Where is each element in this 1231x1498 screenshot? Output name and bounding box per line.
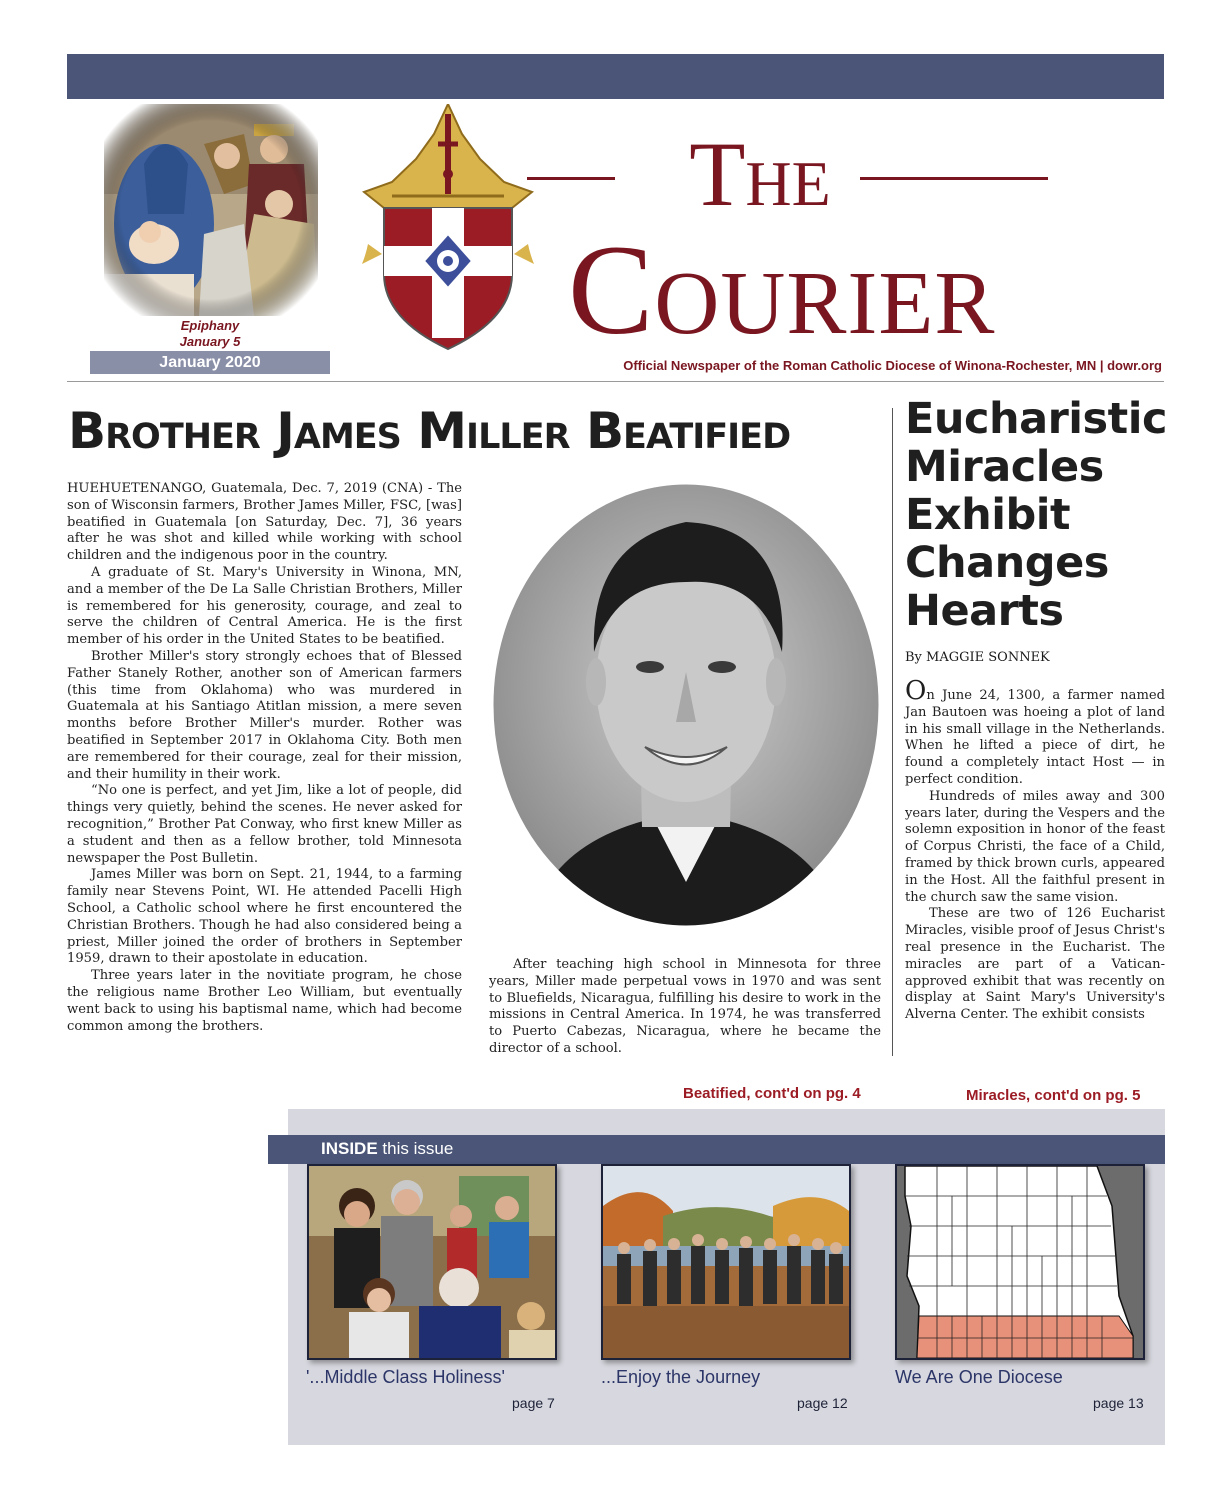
inside-caption[interactable]: We Are One Diocese: [895, 1367, 1063, 1387]
main-article-column-1: [67, 481, 462, 1035]
masthead-rule-left: [527, 177, 615, 180]
inside-label-rest: this issue: [377, 1139, 454, 1158]
masthead-rule-right: [860, 177, 1048, 180]
inside-page-number: page 7: [512, 1395, 555, 1411]
epiphany-caption: [140, 318, 280, 350]
drop-cap: O: [905, 676, 927, 706]
beatified-continued-link[interactable]: Beatified, cont'd on pg. 4: [683, 1085, 861, 1102]
main-headline: Brother James Miller Beatified: [68, 402, 791, 460]
article-paragraph: HUEHUETENANGO, Guatemala, Dec. 7, 2019 (CNA) - The son of Wisconsin farmers, Brother James Miller, FSC, [was] beatified in Guatemala [on Saturday, Dec. 7], 36 years after he was shot and killed while working with school children and the indigenous poor in the country.: [67, 481, 462, 564]
article-paragraph: A graduate of St. Mary's University in Winona, MN, and a member of the De La Salle Christian Brothers, Miller is remembered for his generosity, courage, and zeal to serve the children of Central America. He is the first member of his order in the United States to be beatified.: [67, 564, 462, 648]
masthead-title-courier: Courier: [568, 219, 996, 361]
diocese-crest-icon: [362, 104, 534, 352]
article-paragraph: James Miller was born on Sept. 21, 1944, to a farming family near Stevens Point, WI. He attended Pacelli High School, a Catholic school where he first encountered the Christian Brothers. Though he had also considered being a priest, Miller joined the order of brothers in September 1959, drawn to their apostolate in education.: [67, 867, 462, 967]
inside-page-number: page 13: [1093, 1395, 1144, 1411]
inside-label-bold: INSIDE: [321, 1139, 378, 1158]
caption-line-1: Epiphany: [180, 318, 240, 333]
issue-date: January 2020: [90, 351, 330, 374]
masthead-tagline: Official Newspaper of the Roman Catholic Diocese of Winona-Rochester, MN | dowr.org: [623, 358, 1162, 373]
article-paragraph: Three years later in the novitiate program, he chose the religious name Brother Leo William, but eventually went back to using his baptismal name, which had become common among the brothers.: [67, 968, 462, 1034]
family-photo-thumbnail[interactable]: [307, 1164, 557, 1360]
article-paragraph: “No one is perfect, and yet Jim, like a lot of people, did things very quietly, behind the scenes. He never asked for recognition,” Brother Pat Conway, who first knew Miller as a student and then as a fellow brother, told Minnesota newspaper the Post Bulletin.: [67, 783, 462, 866]
article-paragraph: These are two of 126 Eucharist Miracles, visible proof of Jesus Christ's real presence in the Eucharist. The miracles are part of a Vatican-approved exhibit that was recently on display at Saint Mary's University's Alverna Center. The exhibit consists: [905, 906, 1165, 1023]
minnesota-map-thumbnail[interactable]: [895, 1164, 1145, 1360]
inside-caption[interactable]: ...Enjoy the Journey: [601, 1367, 761, 1387]
column-divider: [892, 408, 893, 1056]
caption-line-2: January 5: [179, 334, 241, 349]
masthead-divider: [67, 381, 1164, 382]
article-paragraph: Hundreds of miles away and 300 years later, during the Vespers and the solemn exposition in honor of the feast of Corpus Christi, the face of a Child, framed by thick brown curls, appeared in the Host. All the faithful present in the church saw the same vision.: [905, 788, 1165, 905]
paragraph-text: n June 24, 1300, a farmer named Jan Bautoen was hoeing a plot of land in his small village in the Netherlands. When he lifted a piece of dirt, he found a completely intact Host — in perfect condition.: [905, 688, 1165, 787]
sidebar-byline: By MAGGIE SONNEK: [905, 650, 1050, 665]
miracles-continued-link[interactable]: Miracles, cont'd on pg. 5: [966, 1087, 1141, 1104]
group-outdoor-photo-thumbnail[interactable]: [601, 1164, 851, 1360]
epiphany-painting: [104, 104, 318, 316]
brother-james-miller-portrait: [490, 482, 882, 928]
article-paragraph: After teaching high school in Minnesota for three years, Miller made perpetual vows in 1970 and was sent to Bluefields, Nicaragua, fulfilling his desire to work in the missions in Central America. In 1974, he was transferred to Puerto Cabezas, Nicaragua, where he became the director of a school.: [489, 957, 881, 1056]
masthead-title-the: The: [689, 123, 831, 225]
inside-caption[interactable]: '...Middle Class Holiness': [306, 1367, 505, 1387]
article-paragraph: Brother Miller's story strongly echoes that of Blessed Father Stanely Rother, another son of American farmers (this time from Oklahoma) who was murdered in Guatemala at his Santiago Atitlan mission, a mere seven months before Brother Miller's murder. Rother was beatified in September 2017 in Oklahoma City. Both men are remembered for their courage, zeal for their mission, and their humility in their work.: [67, 648, 462, 782]
sidebar-article-text: [905, 676, 1165, 1024]
article-paragraph: [905, 676, 1165, 789]
sidebar-headline: Eucharistic Miracles Exhibit Changes Hearts: [905, 394, 1167, 636]
top-banner-bar: [67, 54, 1164, 99]
inside-label: [321, 1139, 453, 1159]
main-article-column-2: [489, 957, 881, 1058]
inside-page-number: page 12: [797, 1395, 848, 1411]
